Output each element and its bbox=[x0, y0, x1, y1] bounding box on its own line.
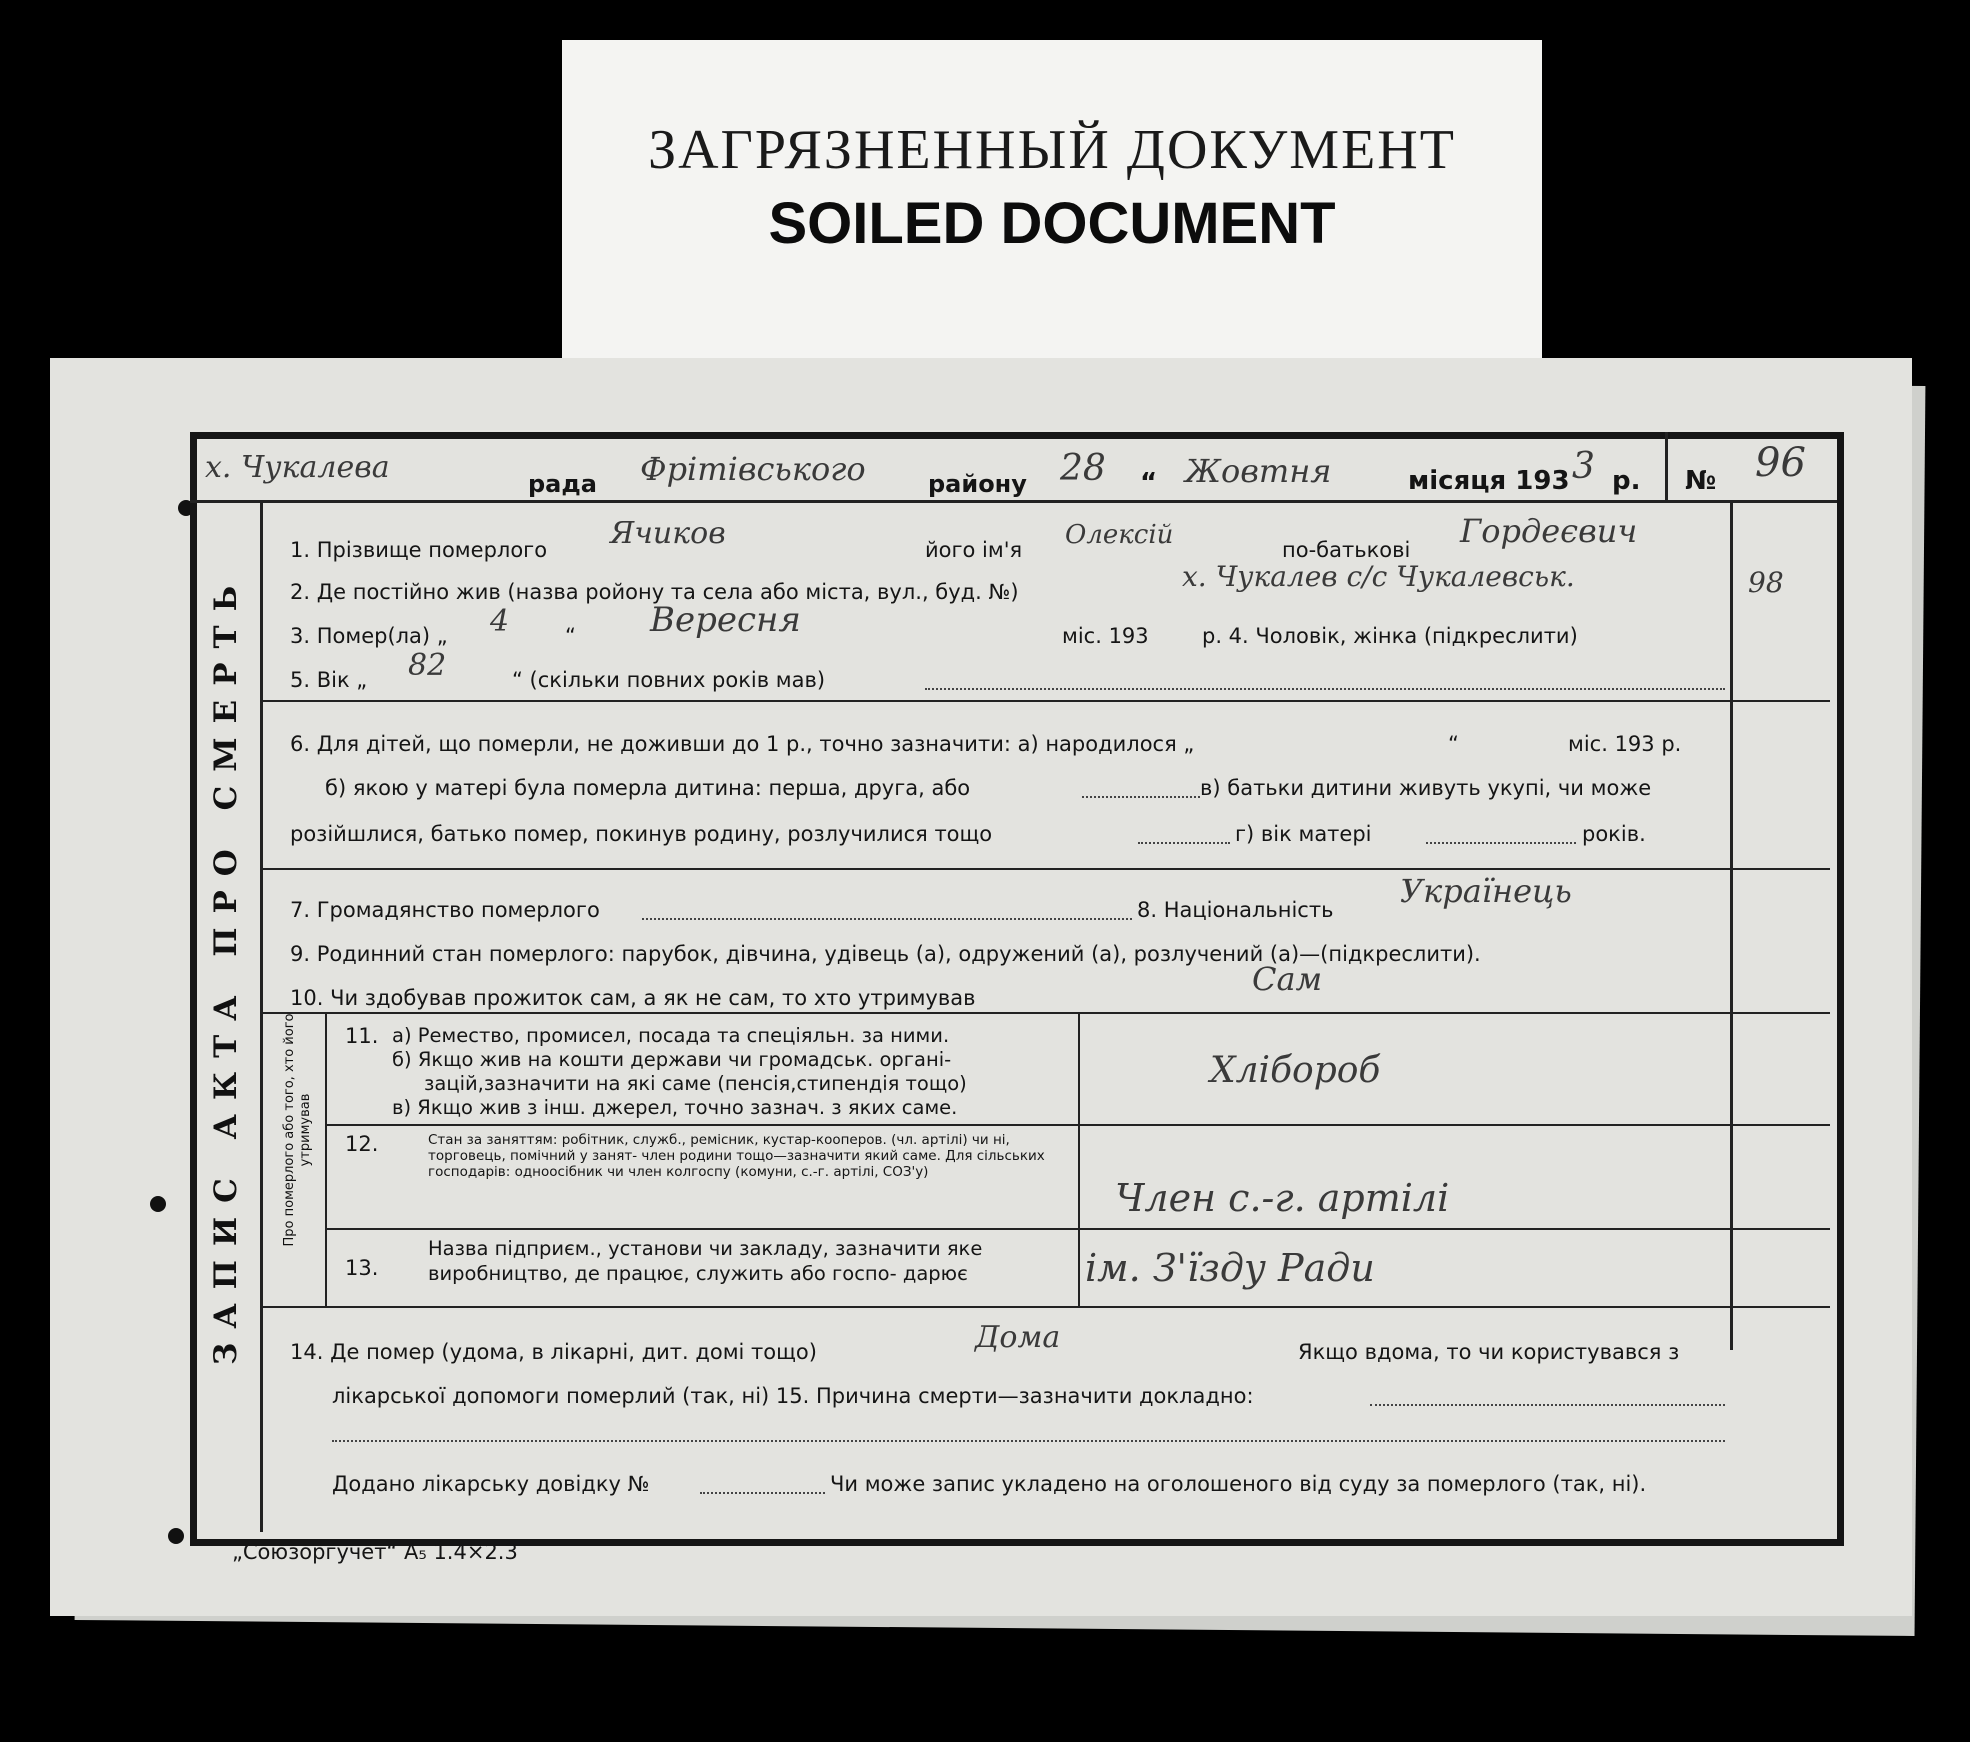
hw-district: Фрітівського bbox=[640, 450, 866, 488]
header-divider bbox=[190, 500, 1837, 503]
row16-court-label: Чи може запис укладено на оголошеного від суду за померлого (так, ні). bbox=[830, 1472, 1647, 1496]
soiled-document-label bbox=[562, 40, 1542, 370]
row7-dots bbox=[642, 918, 1132, 920]
row3-sex-label: р. 4. Чоловік, жінка (підкреслити) bbox=[1202, 624, 1578, 648]
row7-top-divider bbox=[263, 868, 1830, 870]
hw-month: Жовтня bbox=[1185, 452, 1332, 490]
row6-dots bbox=[1426, 842, 1576, 844]
row12-top-divider bbox=[327, 1124, 1830, 1126]
row15-dots-2 bbox=[332, 1440, 1725, 1442]
hw-margin-note: 98 bbox=[1748, 566, 1784, 599]
hw-surname: Ячиков bbox=[610, 516, 726, 551]
hw-name: Олексій bbox=[1065, 520, 1174, 550]
row6-line2b: в) батьки дитини живуть укупі, чи може bbox=[1200, 776, 1652, 800]
row3-quote: “ bbox=[565, 624, 576, 648]
hw-nationality: Українець bbox=[1400, 872, 1572, 910]
label-russian: ЗАГРЯЗНЕННЫЙ ДОКУМЕНТ bbox=[648, 119, 1456, 181]
row1-name-label: його ім'я bbox=[925, 538, 1023, 562]
label-misyatsya: місяця 193 bbox=[1408, 466, 1570, 496]
row16-certificate-label: Додано лікарську довідку № bbox=[332, 1472, 650, 1496]
row5-dots bbox=[925, 688, 1725, 690]
quote-close: “ bbox=[1140, 468, 1158, 498]
row6-line1-month: міс. 193 р. bbox=[1568, 732, 1682, 756]
row6-line3c: років. bbox=[1582, 822, 1646, 846]
form-vertical-title: ЗАПИС АКТА ПРО СМЕРТЬ bbox=[208, 571, 244, 1365]
row13-top-divider bbox=[327, 1228, 1830, 1230]
row15-dots bbox=[1370, 1404, 1725, 1406]
hw-patronymic: Гордеєвич bbox=[1460, 512, 1638, 550]
row5-age-hint: “ (скільки повних років мав) bbox=[512, 668, 826, 692]
hw-death-day: 4 bbox=[490, 604, 510, 639]
row6-line3a: розійшлися, батько помер, покинув родину, розлучилися тощо bbox=[290, 822, 993, 846]
hw-place: Дома bbox=[975, 1320, 1061, 1355]
row9-marital-label: 9. Родинний стан померлого: парубок, дівчина, удівець (а), одружений (а), розлучений (а)—(підкреслити). bbox=[290, 942, 1481, 966]
row6-dots bbox=[1138, 842, 1230, 844]
row1-surname-label: 1. Прізвище померлого bbox=[290, 538, 548, 562]
block-top-divider bbox=[263, 1012, 1830, 1014]
hw-record-number: 96 bbox=[1755, 440, 1806, 486]
row14-home-label: Якщо вдома, то чи користувався з bbox=[1298, 1340, 1680, 1364]
row6-dots bbox=[1082, 796, 1200, 798]
punch-hole bbox=[168, 1528, 184, 1544]
row6-line1-quote: “ bbox=[1448, 732, 1459, 756]
row5-age-label: 5. Вік „ bbox=[290, 668, 368, 692]
row11-b2: зацій,зазначити на які саме (пенсія,стипендія тощо) bbox=[424, 1072, 967, 1095]
hw-death-month: Вересня bbox=[650, 600, 801, 640]
hw-day: 28 bbox=[1060, 448, 1106, 489]
row2-residence-label: 2. Де постійно жив (назва ройону та села або міста, вул., буд. №) bbox=[290, 580, 1019, 604]
row6-line2a: б) якою у матері була померла дитина: перша, друга, або bbox=[325, 776, 971, 800]
row11-a: а) Ремество, промисел, посада та спеціяльн. за ними. bbox=[392, 1024, 950, 1047]
hw-workplace: ім. З'їзду Ради bbox=[1085, 1246, 1375, 1290]
row12-text: Стан за заняттям: робітник, служб., ремісник, кустар-кооперов. (чл. артілі) чи ні, торговець, помічний у занят- член родини тощо—зазначити який саме. Для сільських господарів: одноосібник чи член колгоспу (комуни, с.-г. артілі, СОЗ'у) bbox=[428, 1132, 1045, 1180]
hw-year: 3 bbox=[1572, 446, 1595, 487]
row3-month-label: міс. 193 bbox=[1062, 624, 1149, 648]
margin-column-divider bbox=[1730, 500, 1733, 1350]
row6-top-divider bbox=[263, 700, 1830, 702]
punch-hole bbox=[150, 1196, 166, 1212]
block-inner-divider bbox=[325, 1012, 327, 1307]
title-column-divider bbox=[260, 500, 263, 1532]
row8-nationality-label: 8. Національність bbox=[1137, 898, 1334, 922]
row12-number: 12. bbox=[345, 1132, 379, 1156]
row1-patronymic-label: по-батькові bbox=[1282, 538, 1411, 562]
row14-top-divider bbox=[263, 1306, 1830, 1308]
row16-dots bbox=[700, 1492, 825, 1494]
number-box-divider bbox=[1665, 432, 1668, 500]
hw-council: х. Чукалева bbox=[205, 450, 390, 485]
hw-occupation: Хлібороб bbox=[1210, 1050, 1381, 1091]
label-rayonu: району bbox=[928, 470, 1027, 498]
row11-number: 11. bbox=[345, 1024, 379, 1048]
row11-c: в) Якщо жив з інш. джерел, точно зазнач. з яких саме. bbox=[392, 1096, 958, 1119]
row7-citizenship-label: 7. Громадянство померлого bbox=[290, 898, 600, 922]
row3-died-label: 3. Помер(ла) „ bbox=[290, 624, 448, 648]
label-r: р. bbox=[1612, 466, 1641, 496]
hw-residence: х. Чукалев с/с Чукалевськ. bbox=[1182, 560, 1575, 593]
row13-number: 13. bbox=[345, 1256, 379, 1280]
printer-footer: „Союзоргучет“ А₅ 1.4×2.3 bbox=[232, 1540, 518, 1564]
row6-line3b: г) вік матері bbox=[1235, 822, 1372, 846]
label-rada: рада bbox=[528, 470, 597, 498]
hw-supported: Сам bbox=[1252, 960, 1323, 998]
label-number-sign: № bbox=[1685, 466, 1717, 496]
block-answer-divider bbox=[1078, 1012, 1080, 1307]
row13-text: Назва підприєм., установи чи закладу, зазначити яке виробництво, де працює, служить або госпо- дарює bbox=[428, 1237, 983, 1285]
hw-status: Член с.-г. артілі bbox=[1115, 1176, 1450, 1220]
row10-support-label: 10. Чи здобував прожиток сам, а як не сам, то хто утримував bbox=[290, 986, 976, 1010]
label-english: SOILED DOCUMENT bbox=[768, 191, 1336, 256]
hw-age: 82 bbox=[408, 648, 447, 683]
row15-cause-label: лікарської допомоги померлий (так, ні) 15. Причина смерти—зазначити докладно: bbox=[332, 1384, 1254, 1408]
row14-place-label: 14. Де помер (удома, в лікарні, дит. домі тощо) bbox=[290, 1340, 817, 1364]
block-vertical-label: Про померлого або того, хто його утримував bbox=[282, 1013, 313, 1247]
row6-line1: 6. Для дітей, що померли, не доживши до 1 р., точно зазначити: а) народилося „ bbox=[290, 732, 1195, 756]
row11-b: б) Якщо жив на кошти держави чи громадськ. органі- bbox=[392, 1048, 952, 1071]
